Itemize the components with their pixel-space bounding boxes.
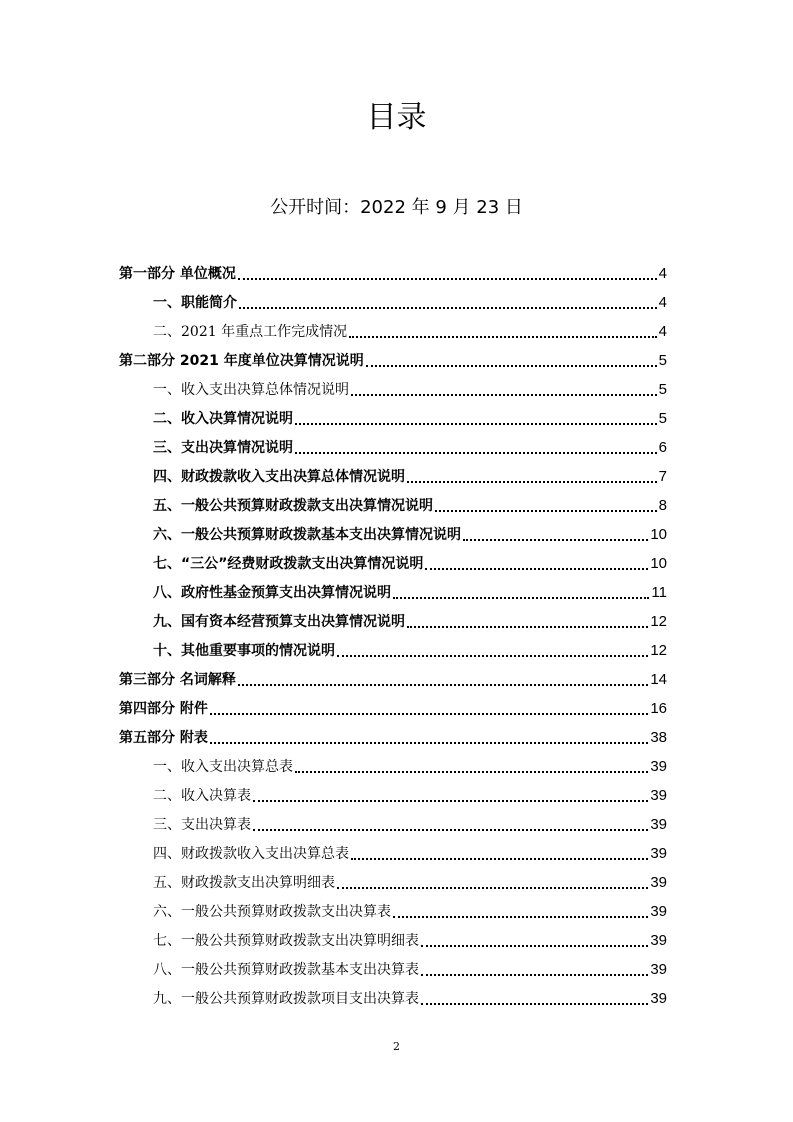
toc-dot-leader: [253, 799, 648, 802]
toc-entry[interactable]: [153, 313, 667, 342]
toc-entry[interactable]: [119, 255, 667, 284]
toc-entry-page: 8: [658, 497, 667, 514]
toc-entry[interactable]: [119, 342, 667, 371]
toc-entry-label: 七、“三公”经费财政拨款支出决算情况说明: [153, 556, 424, 572]
toc-entry-label: 八、一般公共预算财政拨款基本支出决算表: [153, 962, 419, 978]
toc-entry-page: 10: [650, 526, 667, 543]
toc-entry-label: 一、收入支出决算总表: [153, 759, 293, 775]
toc-entry[interactable]: [153, 458, 667, 487]
toc-entry-page: 39: [650, 816, 667, 833]
toc-dot-leader: [210, 741, 648, 744]
toc-entry-label: 三、支出决算情况说明: [153, 440, 293, 456]
toc-entry-label: 九、一般公共预算财政拨款项目支出决算表: [153, 991, 419, 1007]
toc-entry-label: 五、一般公共预算财政拨款支出决算情况说明: [153, 498, 433, 514]
toc-entry-page: 39: [650, 787, 667, 804]
toc-entry[interactable]: [153, 806, 667, 835]
toc-entry-page: 5: [658, 352, 667, 369]
toc-entry-label: 四、财政拨款收入支出决算总表: [153, 846, 349, 862]
toc-entry[interactable]: [153, 400, 667, 429]
toc-entry[interactable]: [153, 545, 667, 574]
publish-date: 公开时间：2022 年 9 月 23 日: [270, 197, 523, 218]
toc-entry-page: 10: [650, 555, 667, 572]
toc-entry[interactable]: [153, 574, 667, 603]
toc-entry-page: 16: [650, 700, 667, 717]
toc-entry-page: 39: [650, 903, 667, 920]
toc-entry-label: 一、收入支出决算总体情况说明: [153, 382, 349, 398]
toc-entry[interactable]: [153, 371, 667, 400]
toc-entry-page: 39: [650, 961, 667, 978]
toc-dot-leader: [366, 364, 657, 367]
toc-dot-leader: [393, 596, 649, 599]
toc-entry-page: 39: [650, 845, 667, 862]
toc-dot-leader: [238, 683, 648, 686]
toc-entry[interactable]: [153, 980, 667, 1009]
toc-dot-leader: [295, 770, 648, 773]
toc-entry-label: 十、其他重要事项的情况说明: [153, 643, 335, 659]
toc-entry-label: 二、收入决算情况说明: [153, 411, 293, 427]
toc-dot-leader: [425, 567, 648, 570]
toc-dot-leader: [295, 451, 657, 454]
toc-entry[interactable]: [153, 632, 667, 661]
toc-entry-label: 六、一般公共预算财政拨款支出决算表: [153, 904, 391, 920]
toc-entry-label: 五、财政拨款支出决算明细表: [153, 875, 335, 891]
toc-entry-page: 39: [650, 758, 667, 775]
toc-entry-page: 38: [650, 729, 667, 746]
page-title: 目录: [366, 100, 427, 135]
toc-entry-label: 二、2021 年重点工作完成情况: [153, 324, 348, 340]
toc-dot-leader: [238, 277, 657, 280]
toc-entry[interactable]: [153, 748, 667, 777]
toc-entry-label: 七、一般公共预算财政拨款支出决算明细表: [153, 933, 419, 949]
toc-entry-page: 7: [658, 468, 667, 485]
toc-dot-leader: [435, 509, 657, 512]
toc-dot-leader: [337, 654, 648, 657]
toc-dot-leader: [421, 1002, 648, 1005]
toc-entry-page: 12: [650, 613, 667, 630]
toc-entry-page: 39: [650, 932, 667, 949]
toc-entry[interactable]: [153, 951, 667, 980]
toc-dot-leader: [349, 335, 657, 338]
toc-dot-leader: [253, 828, 648, 831]
toc-entry-label: 九、国有资本经营预算支出决算情况说明: [153, 614, 405, 630]
toc-entry-page: 4: [658, 294, 667, 311]
toc-entry[interactable]: [119, 661, 667, 690]
toc-entry-label: 三、支出决算表: [153, 817, 251, 833]
toc-entry[interactable]: [153, 864, 667, 893]
toc-entry[interactable]: [153, 284, 667, 313]
toc-dot-leader: [295, 422, 657, 425]
toc-entry[interactable]: [153, 516, 667, 545]
toc-entry-page: 12: [650, 642, 667, 659]
toc-entry-label: 第一部分 单位概况: [119, 266, 236, 282]
toc-entry-page: 11: [651, 584, 667, 601]
toc-entry[interactable]: [153, 487, 667, 516]
toc-entry-label: 二、收入决算表: [153, 788, 251, 804]
toc-entry-page: 4: [658, 323, 667, 340]
toc-entry-page: 6: [658, 439, 667, 456]
toc-entry-label: 第三部分 名词解释: [119, 672, 236, 688]
toc-entry[interactable]: [153, 429, 667, 458]
toc-entry[interactable]: [153, 893, 667, 922]
toc-entry-page: 14: [650, 671, 667, 688]
toc-entry[interactable]: [153, 922, 667, 951]
toc-dot-leader: [421, 973, 648, 976]
toc-entry-page: 39: [650, 874, 667, 891]
page-number: 2: [393, 1040, 400, 1053]
toc-entry[interactable]: [119, 719, 667, 748]
toc-entry-label: 第二部分 2021 年度单位决算情况说明: [119, 353, 364, 369]
toc-entry-label: 四、财政拨款收入支出决算总体情况说明: [153, 469, 405, 485]
toc-dot-leader: [337, 886, 648, 889]
toc-entry[interactable]: [153, 835, 667, 864]
toc-entry-page: 39: [650, 990, 667, 1007]
toc-entry-label: 第四部分 附件: [119, 701, 208, 717]
toc-dot-leader: [210, 712, 648, 715]
toc-dot-leader: [351, 857, 648, 860]
toc-entry[interactable]: [119, 690, 667, 719]
toc-dot-leader: [239, 306, 657, 309]
toc-dot-leader: [393, 915, 648, 918]
toc-dot-leader: [421, 944, 648, 947]
toc-dot-leader: [407, 480, 657, 483]
toc-entry-page: 5: [658, 381, 667, 398]
toc-entry[interactable]: [153, 777, 667, 806]
toc-dot-leader: [407, 625, 648, 628]
toc-entry-page: 4: [658, 265, 667, 282]
toc-dot-leader: [351, 393, 657, 396]
toc-entry[interactable]: [153, 603, 667, 632]
toc-entry-label: 六、一般公共预算财政拨款基本支出决算情况说明: [153, 527, 461, 543]
toc-entry-page: 5: [658, 410, 667, 427]
toc-entry-label: 第五部分 附表: [119, 730, 208, 746]
toc-entry-label: 一、职能简介: [153, 295, 237, 311]
toc-dot-leader: [463, 538, 648, 541]
toc-entry-label: 八、政府性基金预算支出决算情况说明: [153, 585, 391, 601]
